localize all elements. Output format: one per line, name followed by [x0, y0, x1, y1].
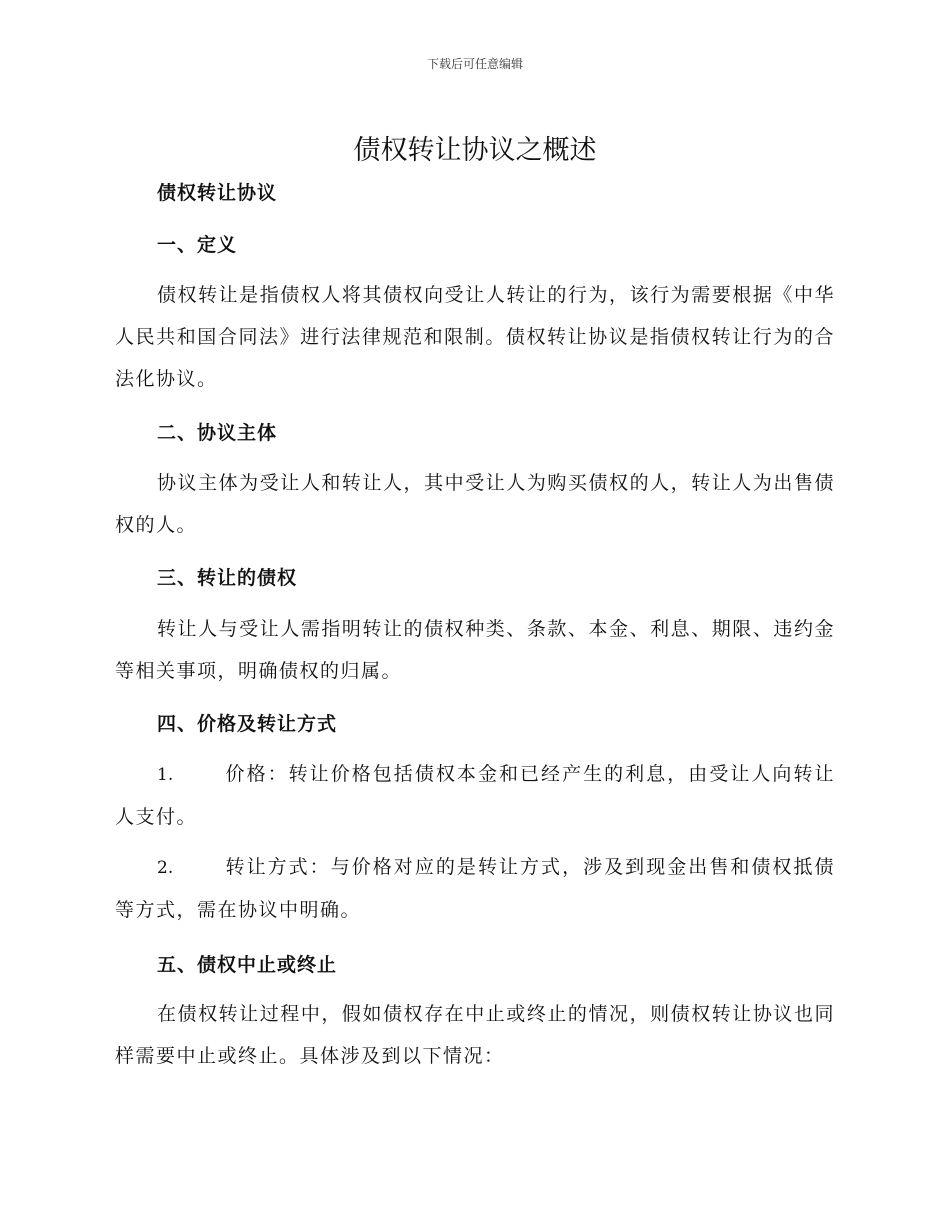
section-termination-body [115, 993, 835, 1077]
list-item [115, 846, 835, 931]
list-text: 价格：转让价格包括债权本金和已经产生的利息，由受让人向转让人支付。 [115, 763, 835, 828]
page-title: 债权转让协议之概述 [353, 135, 597, 166]
section-claims-body [115, 608, 835, 692]
section-termination [115, 950, 835, 977]
list-number: 2. [157, 858, 174, 878]
list-number: 1. [157, 765, 174, 785]
section-heading: 三、转让的债权 [157, 567, 298, 589]
section-definition [115, 230, 835, 257]
section-paragraph: 协议主体为受让人和转让人，其中受让人为购买债权的人，转让人为出售债权的人。 [115, 472, 835, 536]
section-parties [115, 418, 835, 445]
list-text: 转让方式：与价格对应的是转让方式，涉及到现金出售和债权抵债等方式，需在协议中明确。 [115, 856, 835, 921]
section-heading: 二、协议主体 [157, 422, 278, 444]
section-price-list [115, 753, 835, 838]
section-paragraph: 转让人与受让人需指明转让的债权种类、条款、本金、利息、期限、违约金等相关事项，明确债权的归属。 [115, 618, 835, 682]
section-paragraph: 在债权转让过程中，假如债权存在中止或终止的情况，则债权转让协议也同样需要中止或终止。具体涉及到以下情况： [115, 1003, 835, 1067]
section-heading: 一、定义 [157, 234, 238, 256]
section-heading: 四、价格及转让方式 [157, 713, 338, 735]
section-claims [115, 563, 835, 590]
section-price-list-2 [115, 846, 835, 931]
header-note: 下载后可任意编辑 [426, 57, 523, 71]
section-parties-body [115, 462, 835, 546]
document-subtitle: 债权转让协议 [157, 182, 278, 204]
list-item [115, 753, 835, 838]
subtitle-block [115, 178, 835, 205]
section-paragraph: 债权转让是指债权人将其债权向受让人转让的行为，该行为需要根据《中华人民共和国合同法》进行法律规范和限制。债权转让协议是指债权转让行为的合法化协议。 [115, 284, 835, 390]
section-price [115, 709, 835, 736]
section-definition-body [115, 274, 835, 400]
section-heading: 五、债权中止或终止 [157, 954, 338, 976]
